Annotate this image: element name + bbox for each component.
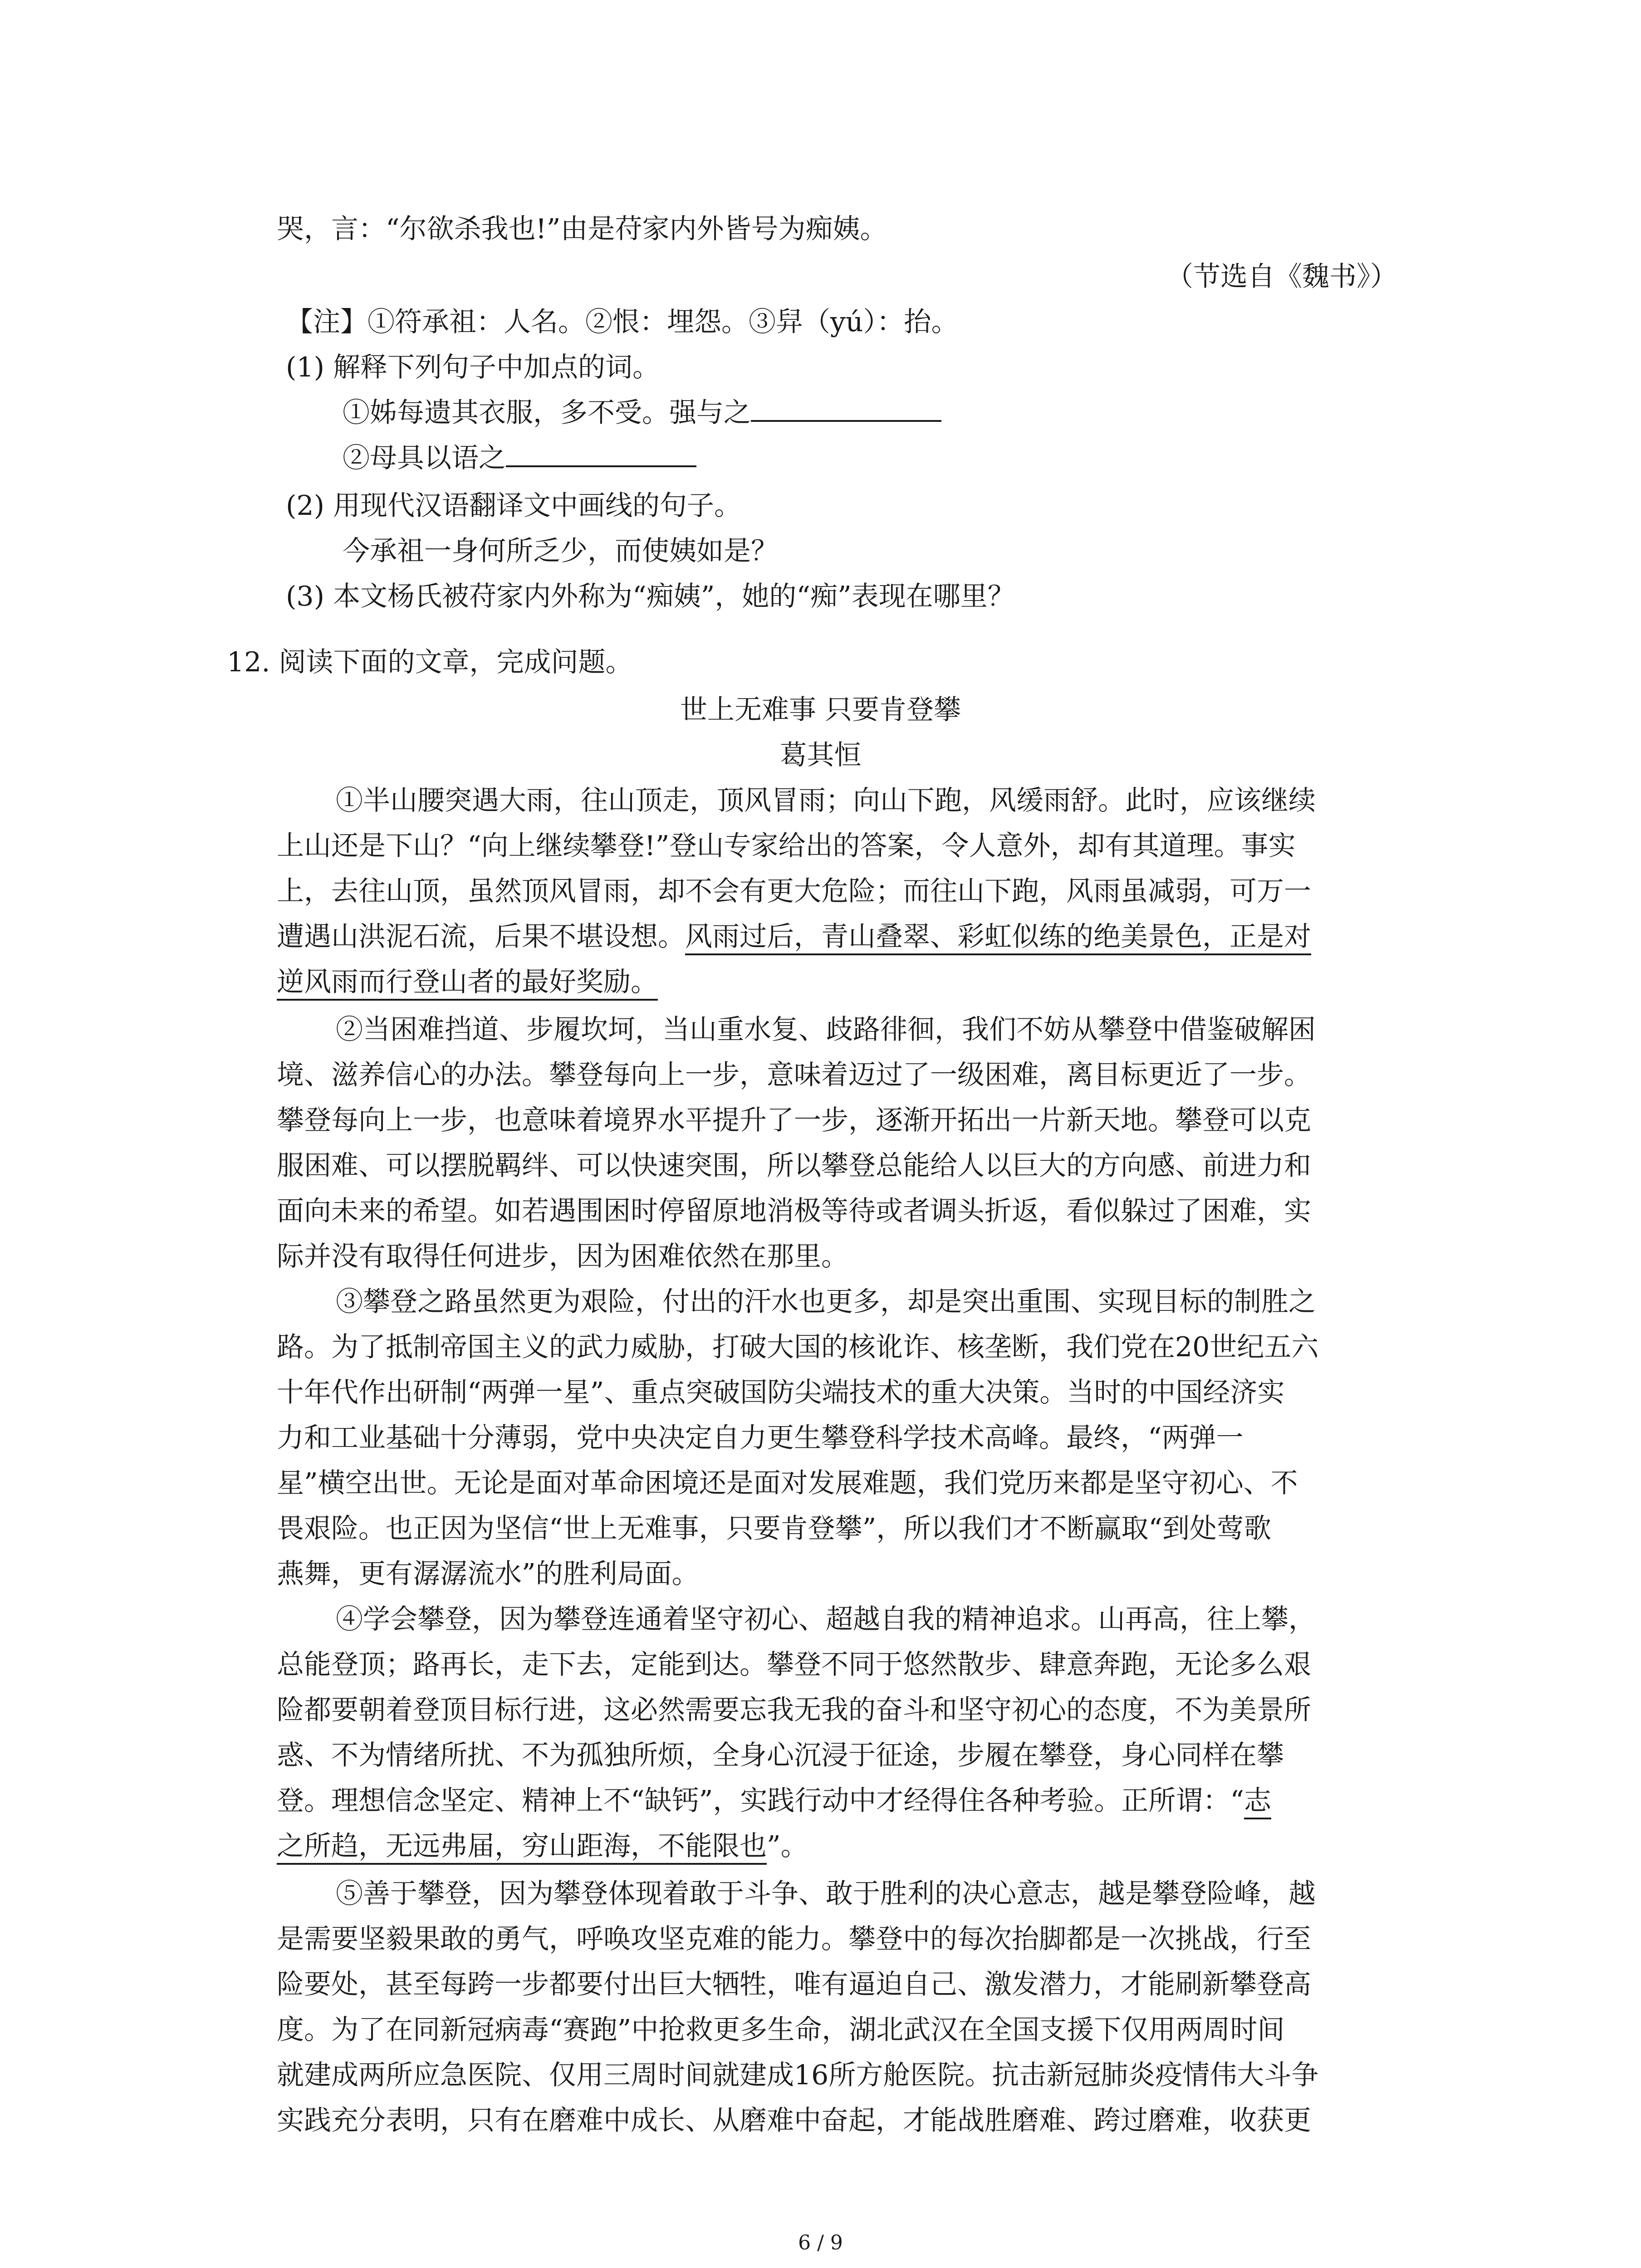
paragraph-line: 险要处，甚至每跨一步都要付出巨大牺牲，唯有逼迫自己、激发潜力，才能刷新攀登高: [277, 1969, 1311, 2000]
paragraph-line: ②当困难挡道、步履坎坷，当山重水复、歧路徘徊，我们不妨从攀登中借鉴破解困: [336, 1014, 1316, 1046]
text-line: 哭，言：“尔欲杀我也!”由是苻家内外皆号为痴姨。: [277, 213, 887, 245]
paragraph-line: 服困难、可以摆脱羁绊、可以快速突围，所以攀登总能给人以巨大的方向感、前进力和: [277, 1150, 1311, 1182]
source-citation: （节选自《魏书》）: [1166, 261, 1397, 293]
paragraph-line: 攀登每向上一步，也意味着境界水平提升了一步，逐渐开拓出一片新天地。攀登可以克: [277, 1105, 1311, 1136]
underlined-quote: 之所趋，无远弗届，穷山距海，不能限也: [277, 1830, 767, 1865]
paragraph-line: 燕舞，更有潺潺流水”的胜利局面。: [277, 1558, 699, 1590]
paragraph-line: 惑、不为情绪所扰、不为孤独所烦，全身心沉浸于征途，步履在攀登，身心同样在攀: [277, 1740, 1284, 1771]
paragraph-line: 畏艰险。也正因为坚信“世上无难事，只要肯登攀”，所以我们才不断赢取“到处莺歌: [277, 1513, 1272, 1545]
paragraph-line: ③攀登之路虽然更为艰险，付出的汗水也更多，却是突出重围、实现目标的制胜之: [336, 1286, 1316, 1318]
paragraph-line: 度。为了在同新冠病毒“赛跑”中抢救更多生命，湖北武汉在全国支援下仅用两周时间: [277, 2014, 1285, 2046]
question-11-1a: [343, 390, 941, 435]
paragraph-line: 总能登顶；路再长，走下去，定能到达。攀登不同于悠然散步、肆意奔跑，无论多么艰: [277, 1649, 1311, 1681]
underlined-sentence: 风雨过后，青山叠翠、彩虹似练的绝美景色，正是对: [685, 921, 1311, 955]
question-11-1: (1) 解释下列句子中加点的词。: [286, 352, 660, 383]
paragraph-line: 路。为了抵制帝国主义的武力威胁，打破大国的核讹诈、核垄断，我们党在20世纪五六: [277, 1331, 1319, 1363]
text-span: ”。: [767, 1830, 808, 1862]
answer-blank[interactable]: [506, 436, 696, 467]
paragraph-line: ①半山腰突遇大雨，往山顶走，顶风冒雨；向山下跑，风缓雨舒。此时，应该继续: [336, 785, 1316, 816]
question-11-2: (2) 用现代汉语翻译文中画线的句子。: [286, 490, 742, 522]
paragraph-line: 十年代作出研制“两弹一星”、重点突破国防尖端技术的重大决策。当时的中国经济实: [277, 1377, 1285, 1408]
article-title: 世上无难事 只要肯登攀: [680, 694, 961, 726]
text-span: 登。理想信念坚定、精神上不“缺钙”，实践行动中才经得住各种考验。正所谓：“: [277, 1785, 1244, 1817]
paragraph-line: 上山还是下山？“向上继续攀登!”登山专家给出的答案，令人意外，却有其道理。事实: [277, 830, 1296, 862]
sentence-text: ②母具以语之: [343, 442, 506, 474]
paragraph-line: 是需要坚毅果敢的勇气，呼唤攻坚克难的能力。攀登中的每次抬脚都是一次挑战，行至: [277, 1923, 1311, 1955]
page-number: 6 / 9: [798, 2231, 843, 2254]
question-12-intro: 12. 阅读下面的文章，完成问题。: [227, 646, 633, 678]
answer-blank[interactable]: [751, 391, 941, 422]
paragraph-line: 险都要朝着登顶目标行进，这必然需要忘我无我的奋斗和坚守初心的态度，不为美景所: [277, 1694, 1311, 1726]
paragraph-line: 力和工业基础十分薄弱，党中央决定自力更生攀登科学技术高峰。最终，“两弹一: [277, 1422, 1244, 1454]
question-11-3: (3) 本文杨氏被苻家内外称为“痴姨”，她的“痴”表现在哪里？: [286, 581, 1015, 612]
paragraph-line: 面向未来的希望。如若遇围困时停留原地消极等待或者调头折返，看似躲过了困难，实: [277, 1195, 1311, 1227]
question-11-2a: 今承祖一身何所乏少，而使姨如是？: [343, 535, 778, 567]
paragraph-line: ⑤善于攀登，因为攀登体现着敢于斗争、敢于胜利的决心意志，越是攀登险峰，越: [336, 1878, 1316, 1910]
annotation-note: 【注】①符承祖：人名。②恨：埋怨。③舁（yú）：抬。: [286, 306, 959, 338]
paragraph-line: 星”横空出世。无论是面对革命困境还是面对发展难题，我们党历来都是坚守初心、不: [277, 1467, 1298, 1499]
paragraph-line: 上，去往山顶，虽然顶风冒雨，却不会有更大危险；而往山下跑，风雨虽减弱，可万一: [277, 875, 1311, 907]
paragraph-line: [277, 1823, 808, 1869]
underlined-sentence: 逆风雨而行登山者的最好奖励。: [277, 966, 658, 1001]
paragraph-line: [277, 1778, 1271, 1823]
paragraph-line: 境、滋养信心的办法。攀登每向上一步，意味着迈过了一级困难，离目标更近了一步。: [277, 1059, 1311, 1091]
text-span: 遭遇山洪泥石流，后果不堪设想。: [277, 921, 685, 953]
sentence-text: ①姊每遗其衣服，多不受。强与之: [343, 397, 751, 429]
paragraph-line: ④学会攀登，因为攀登连通着坚守初心、超越自我的精神追求。山再高，往上攀，: [336, 1603, 1316, 1635]
underlined-quote: 志: [1244, 1785, 1271, 1819]
paragraph-line: 实践充分表明，只有在磨难中成长、从磨难中奋起，才能战胜磨难、跨过磨难，收获更: [277, 2105, 1311, 2136]
paragraph-line: 际并没有取得任何进步，因为困难依然在那里。: [277, 1241, 848, 1272]
paragraph-line: [277, 959, 658, 1005]
question-11-1b: [343, 435, 696, 481]
paragraph-line: [277, 914, 1311, 959]
paragraph-line: 就建成两所应急医院、仅用三周时间就建成16所方舱医院。抗击新冠肺炎疫情伟大斗争: [277, 2059, 1319, 2091]
article-author: 葛其恒: [779, 739, 862, 771]
